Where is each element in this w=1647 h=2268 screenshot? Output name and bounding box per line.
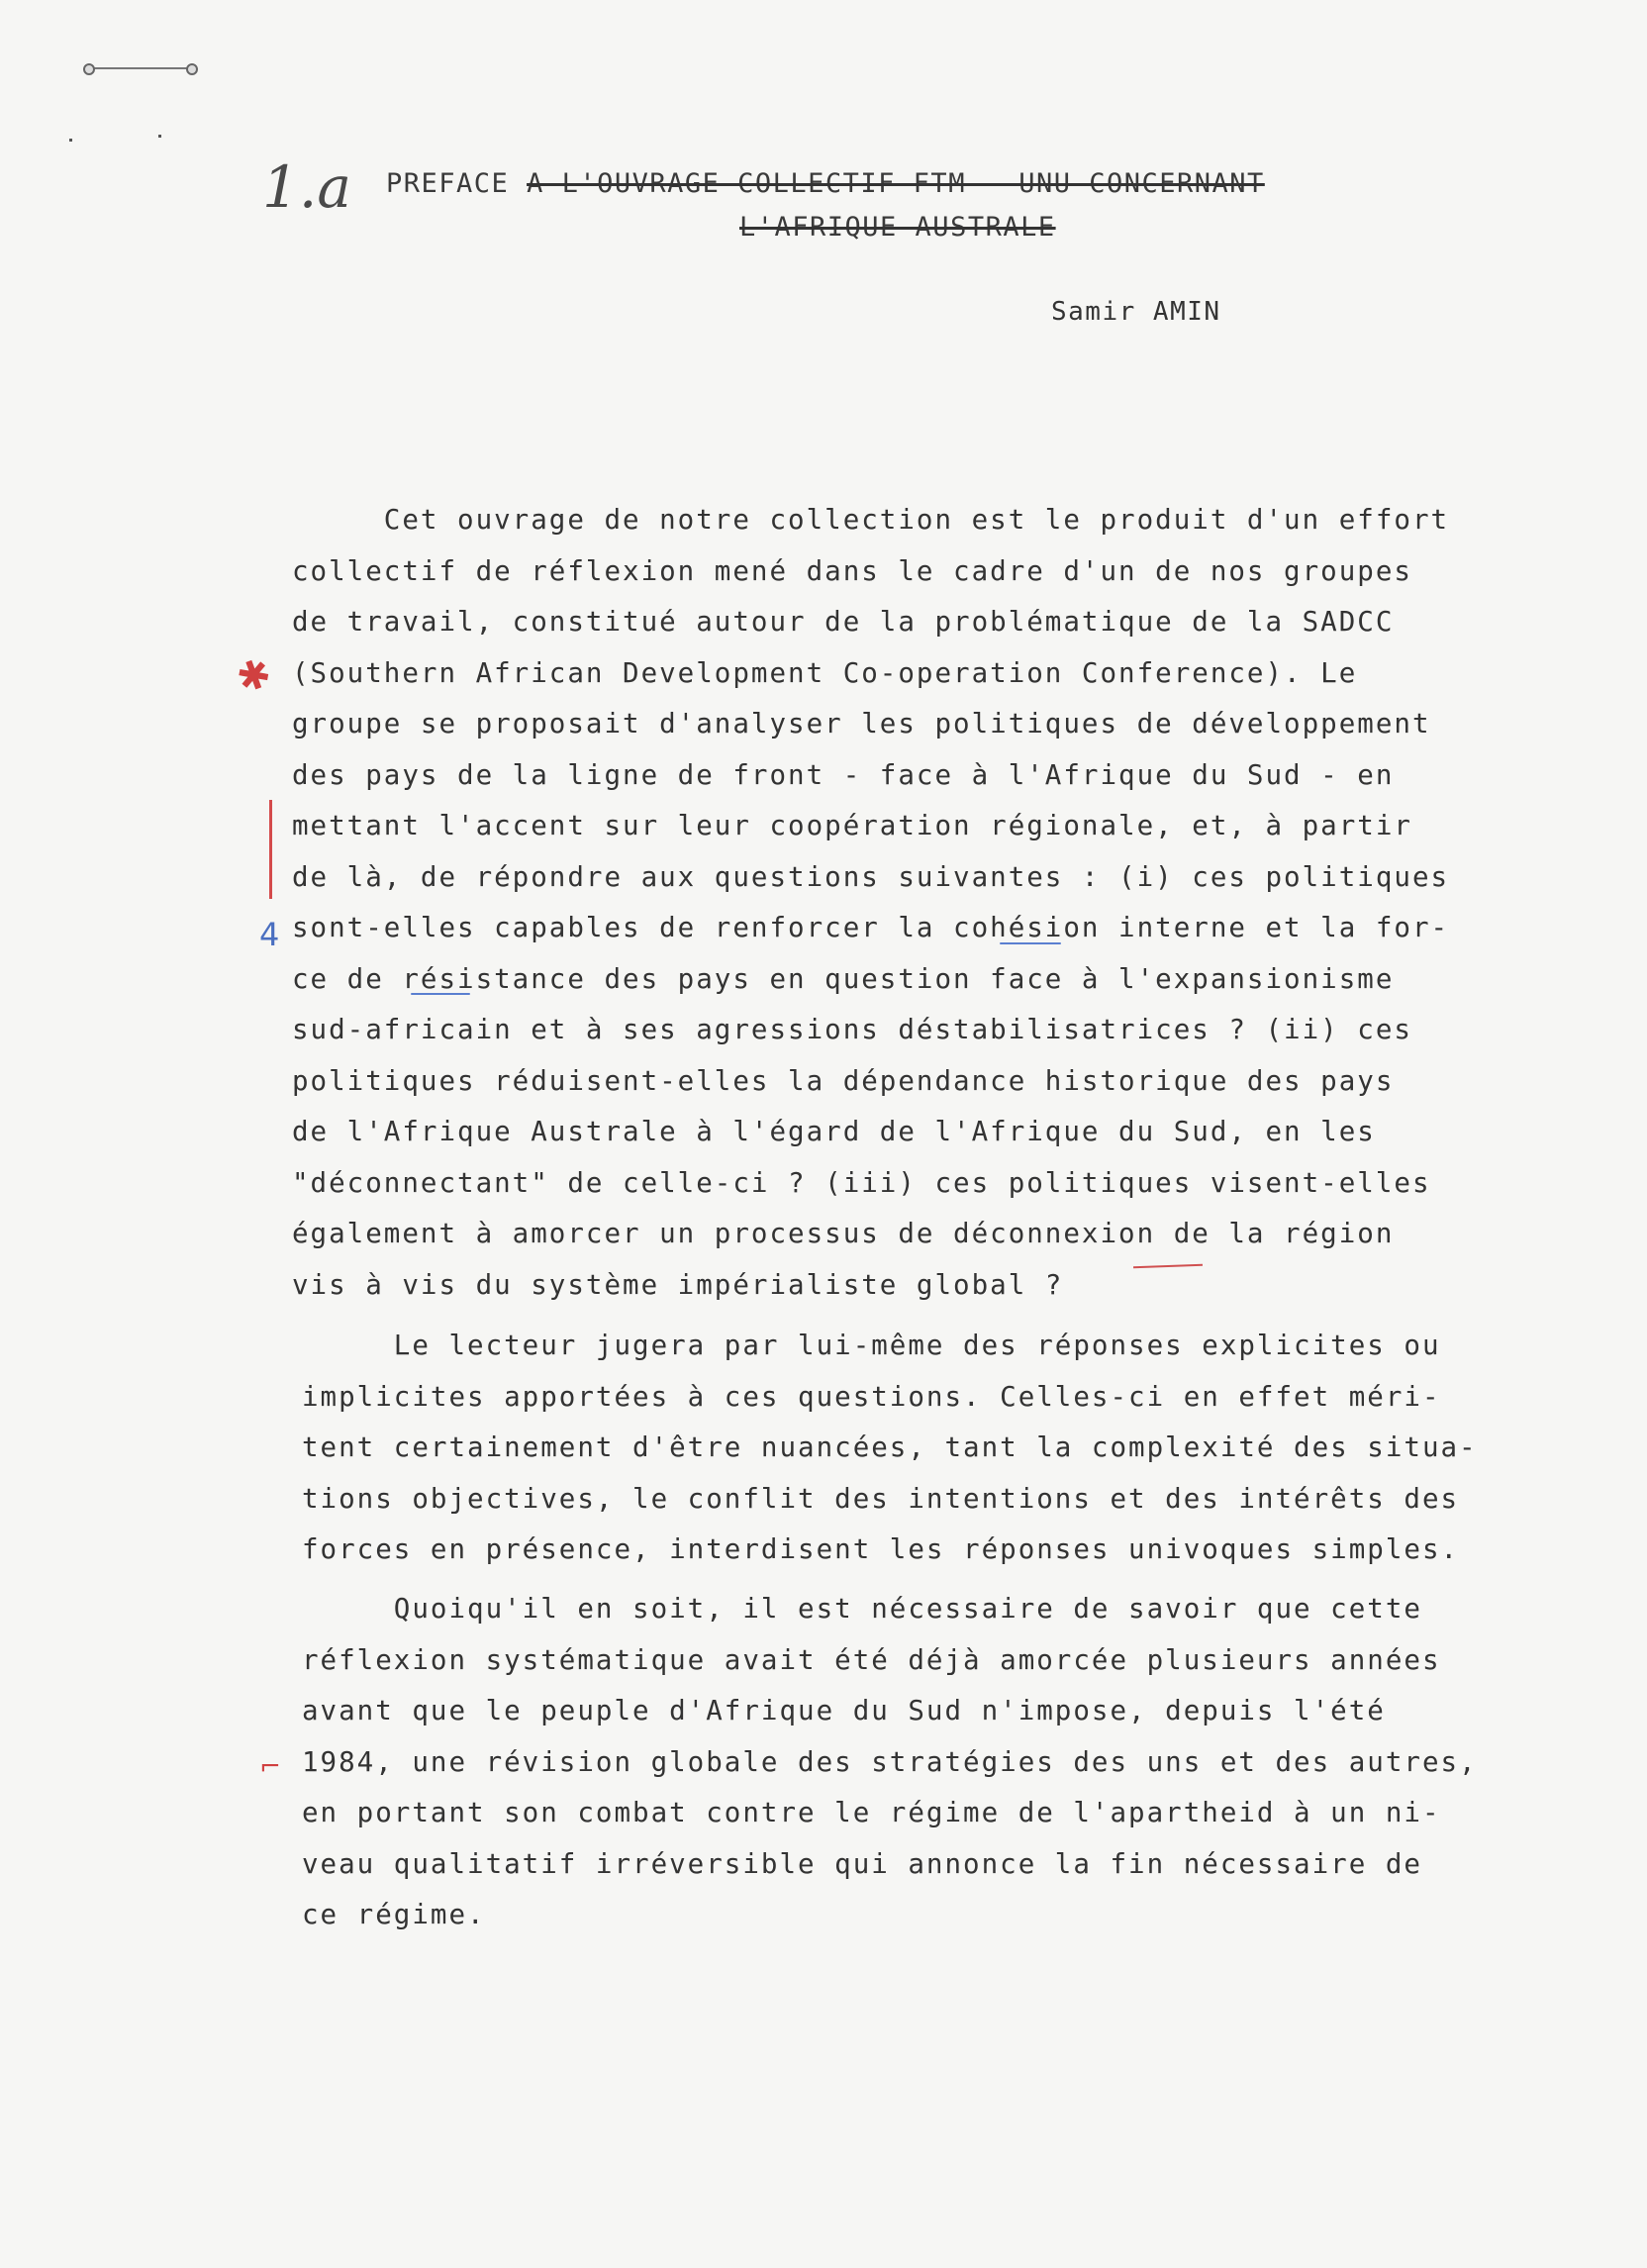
text-line: collectif de réflexion mené dans le cadre d'un de nos groupes — [292, 554, 1412, 587]
blue-margin-digit: 4 — [259, 916, 280, 953]
text-line: implicites apportées à ces questions. Celles-ci en effet méri- — [302, 1380, 1441, 1413]
text-line: veau qualitatif irréversible qui annonce la fin nécessaire de — [302, 1847, 1422, 1880]
margin-number: 1.a — [262, 153, 351, 221]
text-line: vis à vis du système impérialiste global ? — [292, 1268, 1064, 1301]
text-line: de là, de répondre aux questions suivantes : (i) ces politiques — [292, 860, 1450, 893]
paragraph-2 — [302, 1321, 1478, 1576]
text-line: Quoiqu'il en soit, il est nécessaire de savoir que cette — [302, 1593, 1422, 1625]
title-struck-line1: A L'OUVRAGE COLLECTIF FTM - UNU CONCERNANT — [527, 168, 1265, 199]
speck — [158, 135, 161, 138]
text-line: également à amorcer un processus de déconnexion de la région — [292, 1218, 1395, 1249]
text-line: de l'Afrique Australe à l'égard de l'Afrique du Sud, en les — [292, 1116, 1376, 1147]
text-line: 1984, une révision globale des stratégies des uns et des autres, — [302, 1745, 1478, 1778]
text-line: politiques réduisent-elles la dépendance historique des pays — [292, 1064, 1395, 1097]
text-line: (Southern African Development Co-operation Conference). Le — [292, 656, 1358, 689]
speck — [69, 139, 72, 142]
text-line: en portant son combat contre le régime de l'apartheid à un ni- — [302, 1797, 1441, 1828]
text-line: mettant l'accent sur leur coopération régionale, et, à partir — [292, 810, 1412, 841]
text-line: Cet ouvrage de notre collection est le produit d'un effort — [292, 504, 1450, 536]
text-line: ce de résistance des pays en question face à l'expansionisme — [292, 962, 1395, 995]
red-margin-tick-icon: ⌐ — [259, 1752, 281, 1782]
text-line: forces en présence, interdisent les réponses univoques simples. — [302, 1533, 1460, 1565]
paragraph-3 — [302, 1584, 1478, 1941]
author-name: Samir AMIN — [1051, 297, 1221, 327]
text-line: de travail, constitué autour de la problématique de la SADCC — [292, 606, 1395, 638]
text-line: tions objectives, le conflit des intentions et des intérêts des — [302, 1482, 1460, 1515]
text-line: Le lecteur jugera par lui-même des réponses explicites ou — [302, 1330, 1441, 1361]
page-title — [386, 168, 1265, 199]
text-line: tent certainement d'être nuancées, tant la complexité des situa- — [302, 1431, 1478, 1463]
text-line: sont-elles capables de renforcer la cohésion interne et la for- — [292, 912, 1450, 943]
title-struck-line2: L'AFRIQUE AUSTRALE — [739, 212, 1056, 243]
text-line: des pays de la ligne de front - face à l'Afrique du Sud - en — [292, 758, 1395, 791]
red-margin-bar — [269, 800, 272, 899]
text-line: groupe se proposait d'analyser les politiques de développement — [292, 708, 1431, 740]
title-kept: PREFACE — [386, 168, 510, 199]
title-line-2 — [739, 212, 1056, 243]
paragraph-1 — [292, 495, 1449, 1311]
text-line: ce régime. — [302, 1899, 486, 1930]
text-line: "déconnectant" de celle-ci ? (iii) ces politiques visent-elles — [292, 1166, 1431, 1199]
text-line: avant que le peuple d'Afrique du Sud n'impose, depuis l'été — [302, 1695, 1386, 1726]
staple-mark — [91, 67, 190, 75]
text-line: réflexion systématique avait été déjà amorcée plusieurs années — [302, 1643, 1441, 1676]
red-asterisk-icon: ✱ — [231, 648, 278, 704]
text-line: sud-africain et à ses agressions déstabilisatrices ? (ii) ces — [292, 1014, 1412, 1045]
